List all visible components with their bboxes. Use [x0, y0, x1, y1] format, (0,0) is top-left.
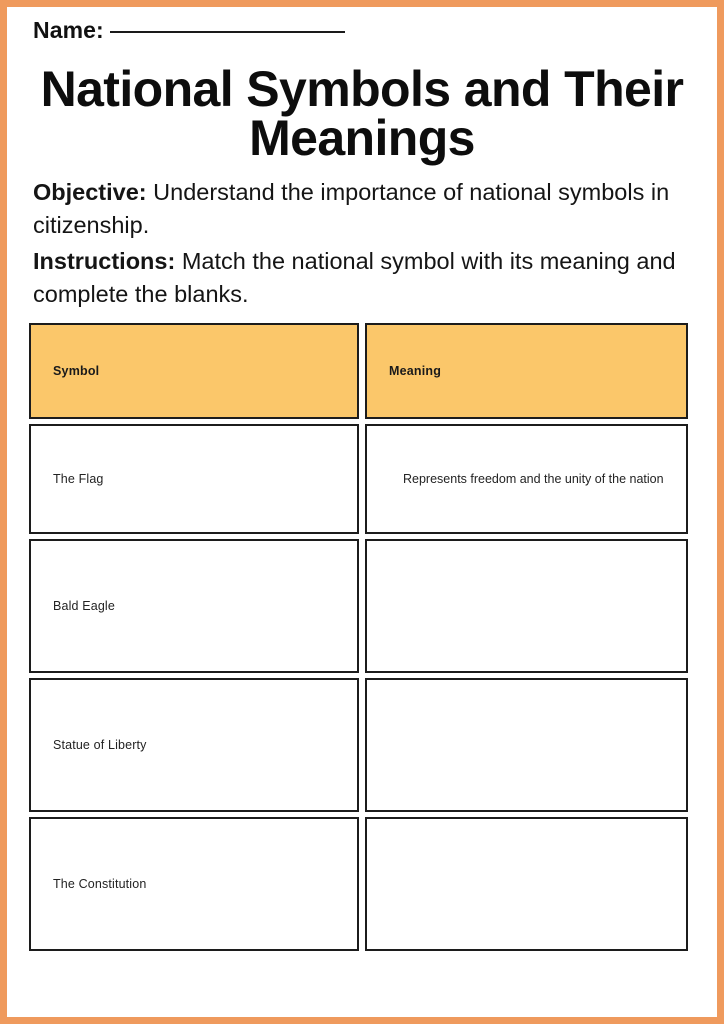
cell-meaning	[365, 424, 688, 534]
cell-symbol	[29, 817, 359, 951]
cell-symbol	[29, 539, 359, 673]
meaning-text: Represents freedom and the unity of the nation	[403, 471, 664, 486]
cell-symbol	[29, 678, 359, 812]
symbol-label: The Flag	[53, 472, 104, 487]
header-cell-symbol	[29, 323, 359, 419]
symbol-label: Statue of Liberty	[53, 738, 147, 753]
header-label-meaning: Meaning	[389, 364, 442, 379]
symbols-table	[29, 323, 688, 951]
table-row	[29, 678, 688, 812]
table-row	[29, 817, 688, 951]
name-label: Name:	[33, 17, 104, 43]
cell-meaning-blank[interactable]	[365, 539, 688, 673]
name-field-row	[29, 17, 695, 57]
intro-block	[29, 176, 695, 311]
instructions-text: Match the national symbol with its meaning and complete the blanks.	[33, 247, 676, 308]
cell-symbol	[29, 424, 359, 534]
objective-text: Understand the importance of national symbols in citizenship.	[33, 179, 670, 239]
cell-meaning-blank[interactable]	[365, 678, 688, 812]
symbol-label: The Constitution	[53, 877, 147, 892]
table-row	[29, 539, 688, 673]
cell-meaning-blank[interactable]	[365, 817, 688, 951]
instructions-label: Instructions:	[33, 247, 176, 274]
symbol-label: Bald Eagle	[53, 599, 115, 614]
name-input-line[interactable]	[110, 31, 345, 33]
objective-label: Objective:	[33, 179, 147, 205]
header-label-symbol: Symbol	[53, 364, 100, 379]
instructions-paragraph	[33, 245, 695, 312]
objective-paragraph	[33, 176, 695, 243]
table-row	[29, 424, 688, 534]
worksheet-content	[7, 7, 717, 1017]
table-header-row	[29, 323, 688, 419]
page-title: National Symbols and Their Meanings	[40, 61, 684, 166]
header-cell-meaning	[365, 323, 688, 419]
